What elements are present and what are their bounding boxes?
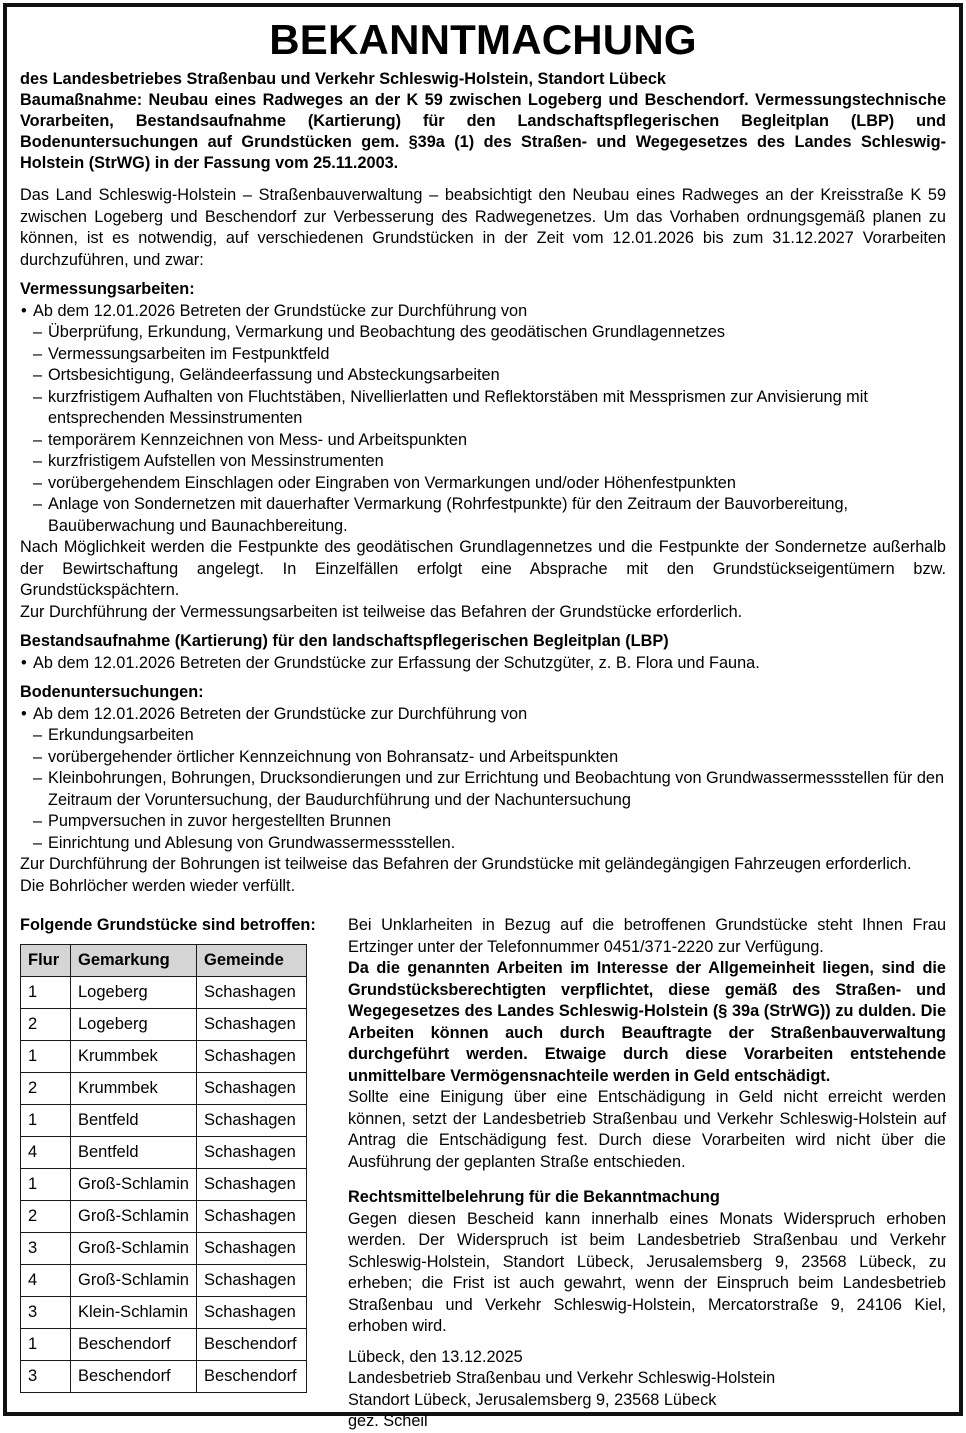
page-title: BEKANNTMACHUNG [269,16,697,63]
cell-gemeinde: Schashagen [197,1201,307,1233]
signature-address: Standort Lübeck, Jerusalemsberg 9, 23568 Lübeck [348,1390,717,1409]
section-heading-bodenuntersuchungen: Bodenuntersuchungen: [20,683,204,701]
intro-paragraph: Das Land Schleswig-Holstein – Straßenbauverwaltung – beabsichtigt den Neubau eines Radweges an der Kreisstraße K 59 zwischen Logeberg und Beschendorf zur Verbesserung des Radwegenetzes. Um das Vorhaben ordnungsgemäß planen zu können, ist es notwendig, auf verschiedenen Grundstücken in der Zeit vom 12.01.2026 bis zum 31.12.2027 Vorarbeiten durchzuführen, und zwar: [20,186,946,269]
table-row [21,1073,307,1105]
compensation-paragraph: Sollte eine Einigung über eine Entschädigung in Geld nicht erreicht werden können, setzt der Landesbetrieb Straßenbau und Verkehr Schleswig-Holstein auf Antrag die Entschädigung fest. Durch diese Vorarbeiten wird nicht über die Ausführung der geplanten Straße entschieden. [348,1088,946,1171]
cell-gemeinde: Schashagen [197,1137,307,1169]
section-heading-bestandsaufnahme: Bestandsaufnahme (Kartierung) für den landschaftspflegerischen Begleitplan (LBP) [20,632,669,650]
appeal-paragraph: Gegen diesen Bescheid kann innerhalb eines Monats Widerspruch erhoben werden. Der Widerspruch ist beim Landesbetrieb Straßenbau und Verkehr Schleswig-Holstein, Standort Lübeck, Jerusalemsberg 9, 23568 Lübeck, zu erheben; die Frist ist auch gewahrt, wenn der Einspruch beim Landesbetrieb Straßenbau und Verkehr Schleswig-Holstein, Mercatorstraße 9, 24106 Kiel, erhoben wird. [348,1209,946,1335]
cell-gemeinde: Schashagen [197,1297,307,1329]
list-item: • Ab dem 12.01.2026 Betreten der Grundstücke zur Erfassung der Schutzgüter, z. B. Flora und Fauna. [20,653,946,675]
spacer [20,674,946,682]
column-header-gemarkung: Gemarkung [71,945,197,977]
cell-gemarkung: Groß-Schlamin [71,1169,197,1201]
header-block [20,69,946,174]
table-row [21,1137,307,1169]
header-issuer: des Landesbetriebes Straßenbau und Verkehr Schleswig-Holstein, Standort Lübeck [20,70,666,88]
cell-gemeinde: Schashagen [197,1009,307,1041]
bodenuntersuchungen-note-1: Zur Durchführung der Bohrungen ist teilweise das Befahren der Grundstücke mit geländegängigen Fahrzeugen erforderlich. [20,855,912,873]
cell-gemeinde: Schashagen [197,1073,307,1105]
list-item: – Einrichtung und Ablesung von Grundwassermessstellen. [20,833,946,855]
cell-gemarkung: Groß-Schlamin [71,1201,197,1233]
cell-flur: 1 [21,977,71,1009]
list-item: – Vermessungsarbeiten im Festpunktfeld [20,344,946,366]
list-item: – Pumpversuchen in zuvor hergestellten Brunnen [20,811,946,833]
contact-paragraph: Bei Unklarheiten in Bezug auf die betroffenen Grundstücke steht Ihnen Frau Ertzinger unter der Telefonnummer 0451/371-2220 zur Verfügung. [348,916,946,956]
table-row [21,1105,307,1137]
vermessung-list [20,301,946,538]
cell-flur: 1 [21,1169,71,1201]
cell-gemarkung: Groß-Schlamin [71,1265,197,1297]
cell-flur: 4 [21,1265,71,1297]
column-header-flur: Flur [21,945,71,977]
section-heading-vermessungsarbeiten: Vermessungsarbeiten: [20,280,195,298]
cell-gemarkung: Groß-Schlamin [71,1233,197,1265]
list-item: – vorübergehendem Einschlagen oder Eingraben von Vermarkungen und/oder Höhenfestpunkten [20,473,946,495]
cell-gemeinde: Beschendorf [197,1361,307,1393]
header-project-description: Baumaßnahme: Neubau eines Radweges an der K 59 zwischen Logeberg und Beschendorf. Vermessungstechnische Vorarbeiten, Bestandsaufnahme (Kartierung) für den Landschaftspflegerischen Begleitplan (LBP) und Bodenuntersuchungen auf Grundstücken gem. §39a (1) des Straßen- und Wegegesetzes des Landes Schleswig-Holstein (StrWG) in der Fassung vom 25.11.2003. [20,91,946,172]
cell-gemarkung: Bentfeld [71,1137,197,1169]
obligation-paragraph: Da die genannten Arbeiten im Interesse der Allgemeinheit liegen, sind die Grundstücksberechtigten verpflichtet, diese gemäß des Straßen- und Wegegesetzes des Landes Schleswig-Holstein (§ 39a (StrWG)) zu dulden. Die Arbeiten können auch durch Beauftragte der Straßenbauverwaltung durchgeführt werden. Etwaige durch diese Vorarbeiten entstehende unmittelbare Vermögensnachteile werden in Geld entschädigt. [348,959,946,1085]
cell-flur: 1 [21,1041,71,1073]
list-item: – kurzfristigem Aufstellen von Messinstrumenten [20,451,946,473]
signature-signed-by: gez. Scheil [348,1412,428,1430]
cell-flur: 1 [21,1329,71,1361]
signature-authority: Landesbetrieb Straßenbau und Verkehr Schleswig-Holstein [348,1369,776,1387]
affected-plots-table [20,944,307,1393]
cell-gemeinde: Schashagen [197,1105,307,1137]
cell-gemarkung: Logeberg [71,977,197,1009]
cell-flur: 3 [21,1361,71,1393]
cell-gemarkung: Beschendorf [71,1329,197,1361]
signature-place-date: Lübeck, den 13.12.2025 [348,1347,523,1366]
cell-gemarkung: Klein-Schlamin [71,1297,197,1329]
plots-table-caption: Folgende Grundstücke sind betroffen: [20,916,316,934]
list-item: – kurzfristigem Aufhalten von Fluchtstäben, Nivellierlatten und Reflektorstäben mit Messprismen zur Anvisierung mit entsprechenden Messinstrumenten [20,387,946,430]
lower-two-column-area [20,915,946,1433]
table-row [21,1009,307,1041]
cell-gemeinde: Schashagen [197,977,307,1009]
table-row [21,1233,307,1265]
table-row [21,1329,307,1361]
table-row [21,1265,307,1297]
cell-flur: 3 [21,1297,71,1329]
vermessung-note-1: Nach Möglichkeit werden die Festpunkte des geodätischen Grundlagennetzes und die Festpunkte der Sondernetze außerhalb der Bewirtschaftung angelegt. In Einzelfällen erfolgt eine Absprache mit den Grundstückseigentümern bzw. Grundstückspächtern. [20,538,946,599]
column-header-gemeinde: Gemeinde [197,945,307,977]
list-item: • Ab dem 12.01.2026 Betreten der Grundstücke zur Durchführung von [20,301,946,323]
cell-flur: 2 [21,1201,71,1233]
list-item: – Erkundungsarbeiten [20,725,946,747]
spacer [348,1173,946,1187]
cell-flur: 2 [21,1073,71,1105]
table-row [21,1169,307,1201]
notice-border-frame [3,3,963,1430]
cell-flur: 2 [21,1009,71,1041]
spacer [348,1338,946,1347]
spacer [20,623,946,631]
vermessung-note-2: Zur Durchführung der Vermessungsarbeiten ist teilweise das Befahren der Grundstücke erforderlich. [20,602,743,621]
bestandsaufnahme-list [20,653,946,675]
table-row [21,1201,307,1233]
bodenuntersuchungen-list [20,704,946,855]
table-row [21,1297,307,1329]
cell-gemarkung: Krummbek [71,1041,197,1073]
table-row [21,1361,307,1393]
cell-gemarkung: Krummbek [71,1073,197,1105]
cell-flur: 1 [21,1105,71,1137]
list-item: – Ortsbesichtigung, Geländeerfassung und Absteckungsarbeiten [20,365,946,387]
cell-gemeinde: Schashagen [197,1265,307,1297]
cell-gemeinde: Schashagen [197,1041,307,1073]
appeal-heading: Rechtsmittelbelehrung für die Bekanntmachung [348,1188,720,1206]
cell-flur: 4 [21,1137,71,1169]
list-item: – temporärem Kennzeichnen von Mess- und Arbeitspunkten [20,430,946,452]
cell-gemeinde: Beschendorf [197,1329,307,1361]
cell-gemeinde: Schashagen [197,1233,307,1265]
spacer [20,271,946,279]
table-row [21,1041,307,1073]
cell-gemarkung: Bentfeld [71,1105,197,1137]
cell-flur: 3 [21,1233,71,1265]
table-header-row [21,945,307,977]
list-item: – Überprüfung, Erkundung, Vermarkung und Beobachtung des geodätischen Grundlagennetzes [20,322,946,344]
list-item: – Kleinbohrungen, Bohrungen, Drucksondierungen und zur Errichtung und Beobachtung von Grundwassermessstellen für den Zeitraum der Voruntersuchung, der Baudurchführung und der Nachuntersuchung [20,768,946,811]
bodenuntersuchungen-note-2: Die Bohrlöcher werden wieder verfüllt. [20,876,296,895]
list-item: – vorübergehender örtlicher Kennzeichnung von Bohransatz- und Arbeitspunkten [20,747,946,769]
plots-column [20,915,320,1393]
list-item: – Anlage von Sondernetzen mit dauerhafter Vermarkung (Rohrfestpunkte) für den Zeitraum der Bauvorbereitung, Bauüberwachung und Baunachbereitung. [20,494,946,537]
cell-gemarkung: Beschendorf [71,1361,197,1393]
legal-notice-column [320,915,946,1433]
cell-gemeinde: Schashagen [197,1169,307,1201]
table-row [21,977,307,1009]
cell-gemarkung: Logeberg [71,1009,197,1041]
list-item: • Ab dem 12.01.2026 Betreten der Grundstücke zur Durchführung von [20,704,946,726]
